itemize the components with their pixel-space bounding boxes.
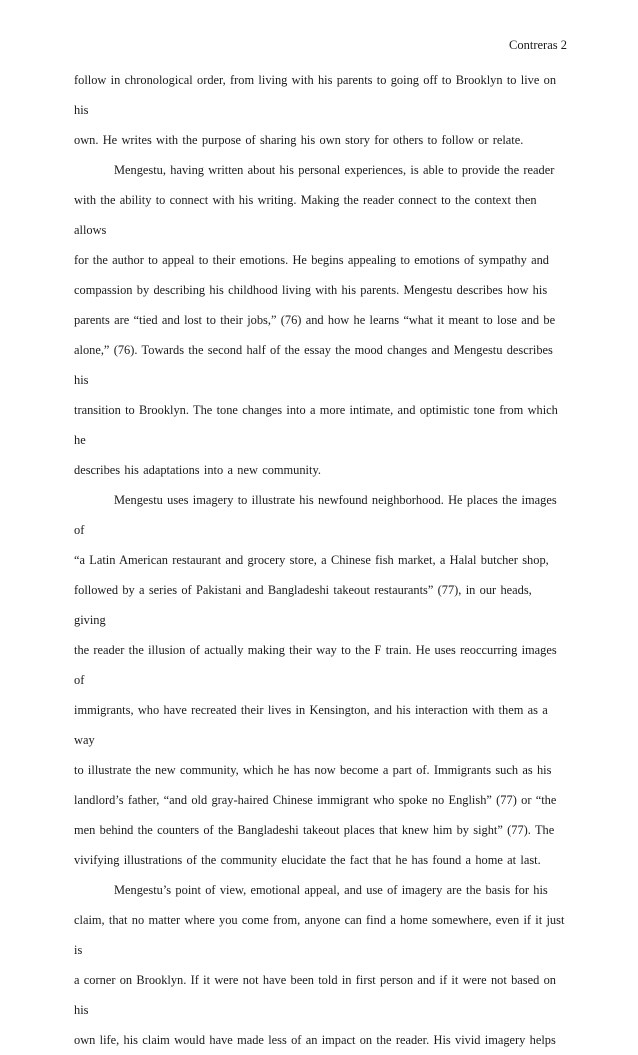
paragraph-2 bbox=[74, 155, 566, 485]
text-line: own life, his claim would have made less of an impact on the reader. His vivid imagery helps bbox=[74, 1033, 556, 1047]
text-line: the reader the illusion of actually making their way to the F train. He uses reoccurring images of bbox=[74, 643, 557, 687]
text-line: men behind the counters of the Bangladeshi takeout places that knew him by sight” (77). The bbox=[74, 823, 555, 837]
running-head: Contreras 2 bbox=[509, 38, 567, 52]
text-line: Mengestu, having written about his personal experiences, is able to provide the reader bbox=[114, 163, 555, 177]
essay-body bbox=[74, 65, 566, 1055]
text-line: describes his adaptations into a new community. bbox=[74, 463, 321, 477]
text-line: immigrants, who have recreated their lives in Kensington, and his interaction with them as a way bbox=[74, 703, 548, 747]
text-line: landlord’s father, “and old gray-haired Chinese immigrant who spoke no English” (77) or “the bbox=[74, 793, 557, 807]
text-line: own. He writes with the purpose of sharing his own story for others to follow or relate. bbox=[74, 133, 524, 147]
text-line: to illustrate the new community, which he has now become a part of. Immigrants such as his bbox=[74, 763, 552, 777]
text-line: follow in chronological order, from living with his parents to going off to Brooklyn to live on his bbox=[74, 73, 557, 117]
text-line: followed by a series of Pakistani and Bangladeshi takeout restaurants” (77), in our heads, giving bbox=[74, 583, 532, 627]
text-line: Mengestu uses imagery to illustrate his newfound neighborhood. He places the images of bbox=[74, 493, 557, 537]
text-line: Mengestu’s point of view, emotional appeal, and use of imagery are the basis for his bbox=[114, 883, 548, 897]
text-line: a corner on Brooklyn. If it were not have been told in first person and if it were not based on his bbox=[74, 973, 556, 1017]
paragraph-3 bbox=[74, 485, 566, 875]
text-line: parents are “tied and lost to their jobs,” (76) and how he learns “what it meant to lose and be bbox=[74, 313, 556, 327]
text-line: compassion by describing his childhood living with his parents. Mengestu describes how his bbox=[74, 283, 548, 297]
paragraph-1 bbox=[74, 65, 566, 155]
paragraph-4 bbox=[74, 875, 566, 1055]
text-line: “a Latin American restaurant and grocery store, a Chinese fish market, a Halal butcher shop, bbox=[74, 553, 549, 567]
text-line: transition to Brooklyn. The tone changes into a more intimate, and optimistic tone from which he bbox=[74, 403, 558, 447]
text-line: for the author to appeal to their emotions. He begins appealing to emotions of sympathy and bbox=[74, 253, 549, 267]
text-line: with the ability to connect with his writing. Making the reader connect to the context then allows bbox=[74, 193, 537, 237]
text-line: alone,” (76). Towards the second half of the essay the mood changes and Mengestu describes his bbox=[74, 343, 553, 387]
text-line: vivifying illustrations of the community elucidate the fact that he has found a home at last. bbox=[74, 853, 541, 867]
text-line: claim, that no matter where you come from, anyone can find a home somewhere, even if it just is bbox=[74, 913, 565, 957]
